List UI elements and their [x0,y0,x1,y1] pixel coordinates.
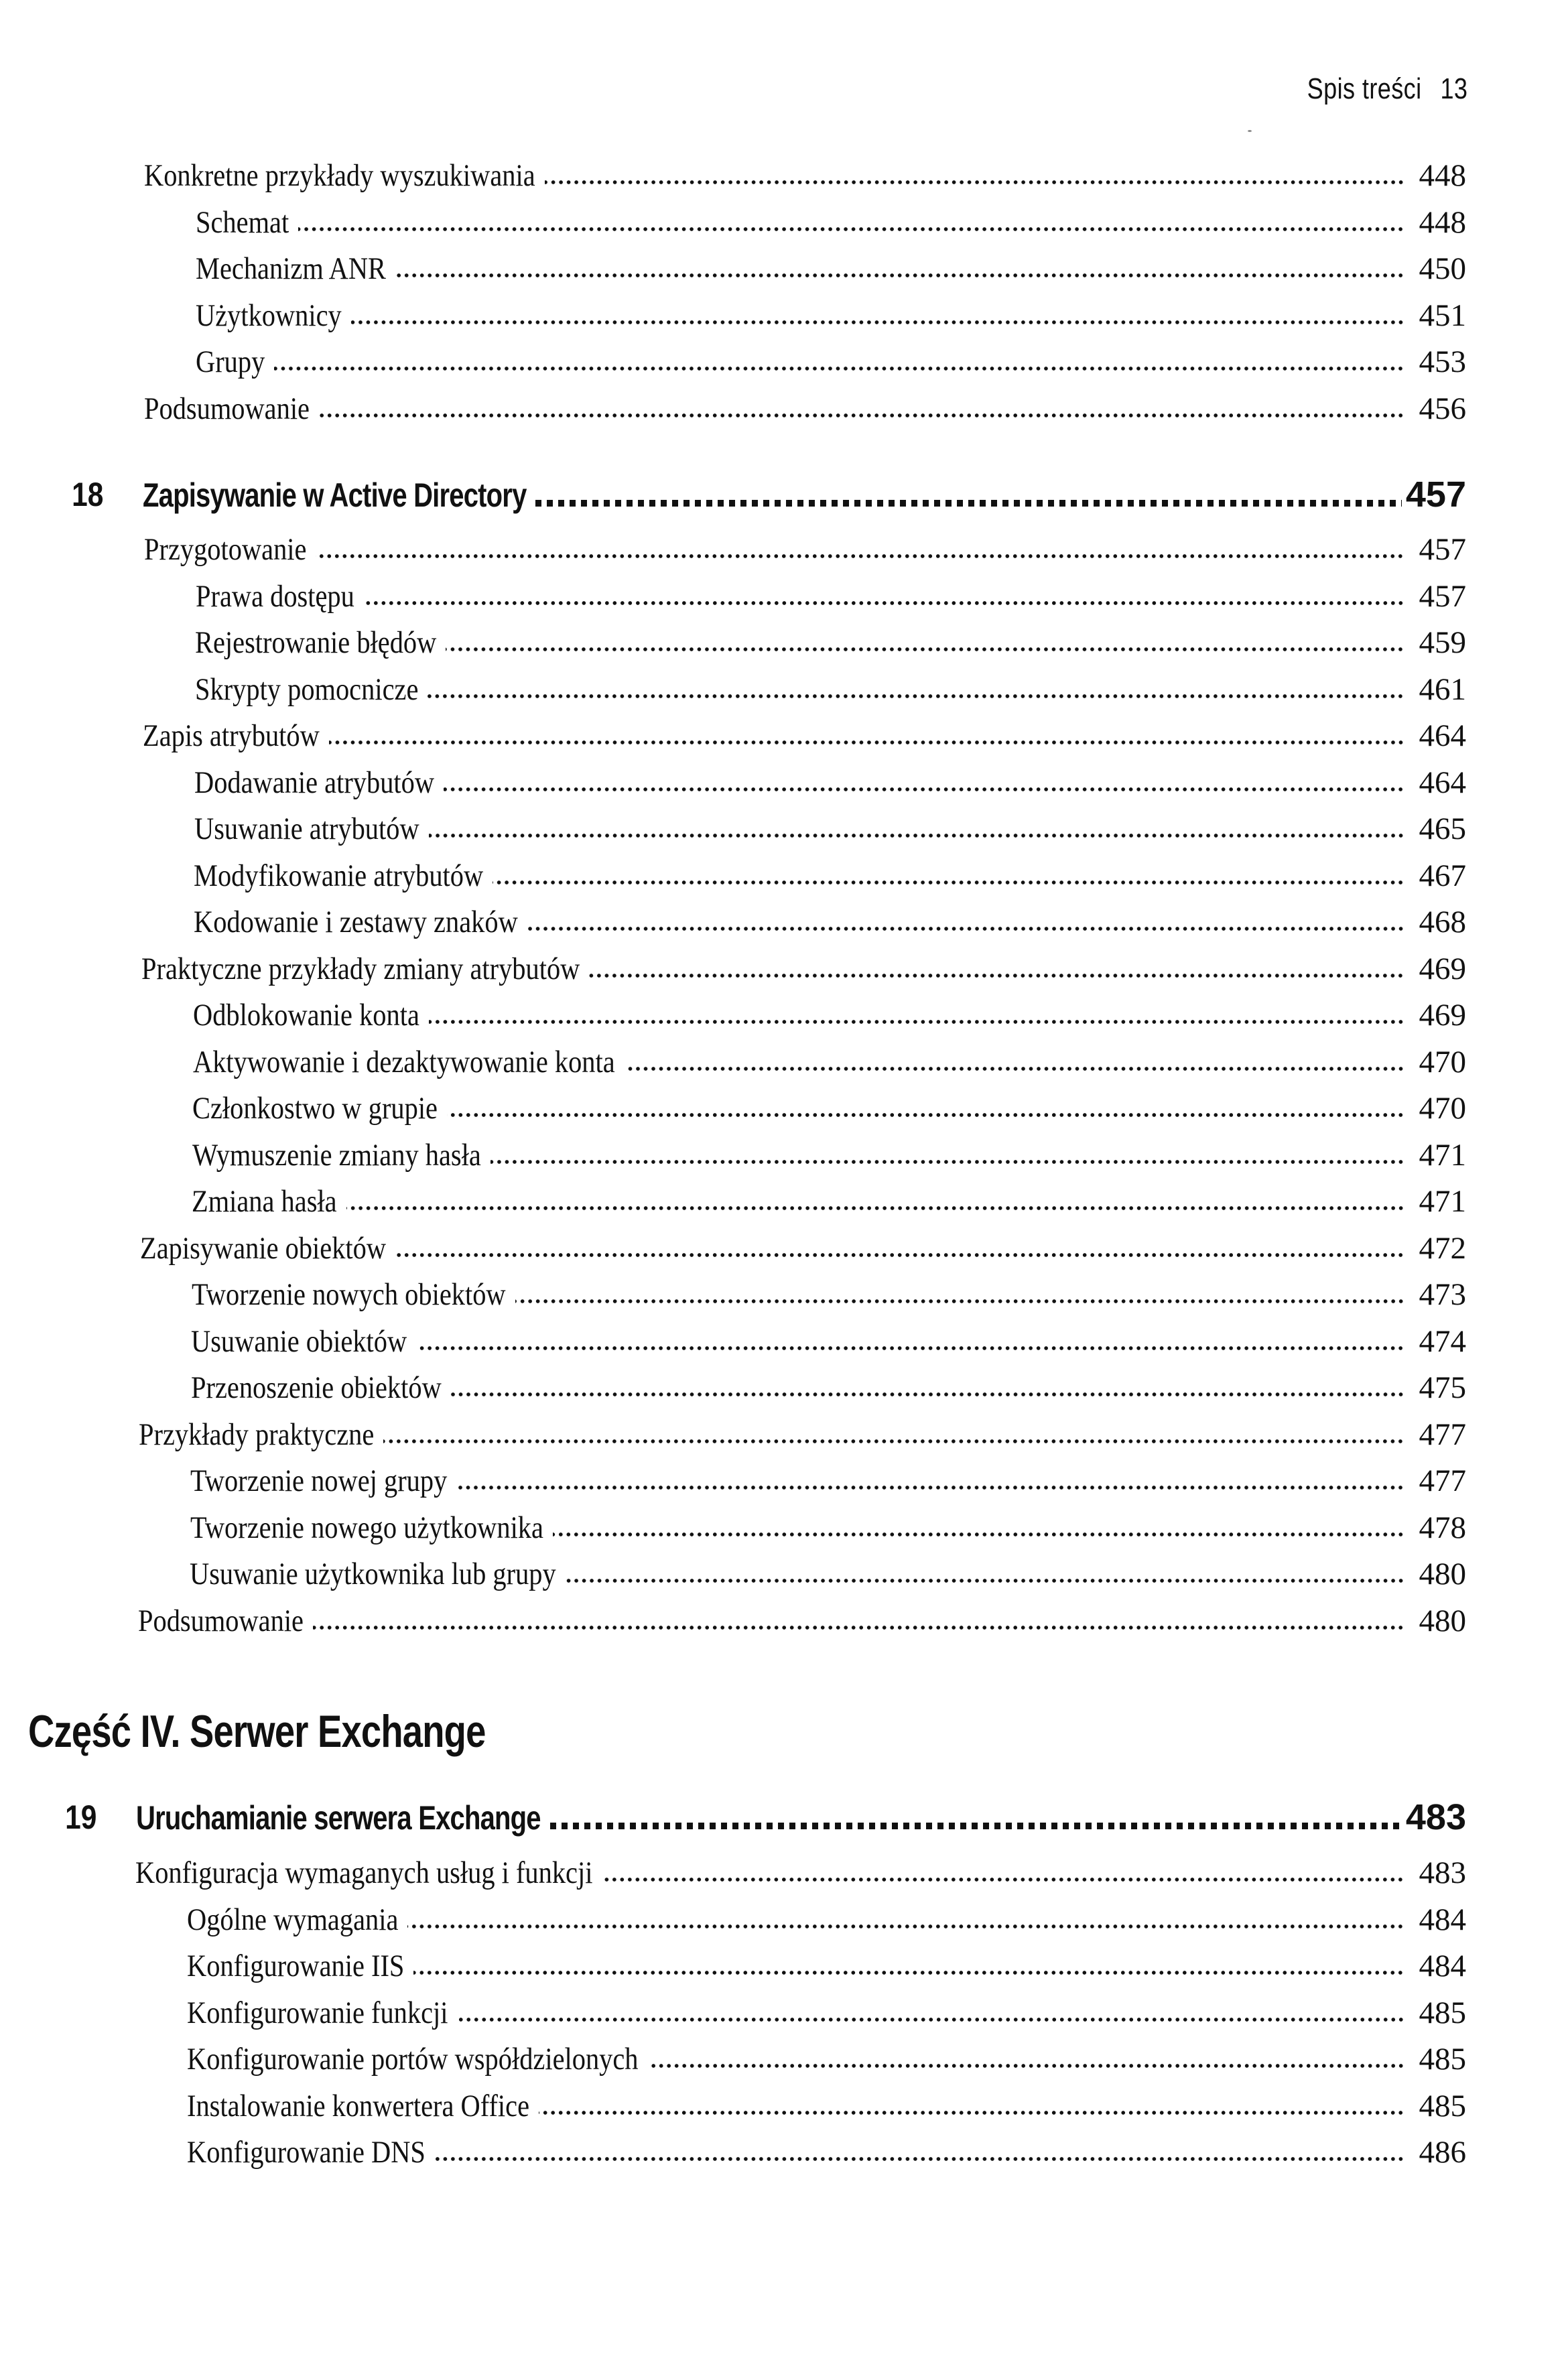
toc-entry-page: 483 [1419,1855,1466,1890]
toc-entry-page: 464 [1419,718,1466,753]
toc-entry-title: Konfiguracja wymaganych usług i funkcji [135,1855,593,1890]
toc-entry-title: Grupy [196,344,265,379]
dot-leader [545,179,1404,186]
toc-entry-title: Tworzenie nowego użytkownika [190,1510,543,1545]
dot-leader [566,1577,1404,1584]
toc-entry-page: 486 [1419,2135,1466,2170]
toc-entry-page: 477 [1419,1463,1466,1498]
dot-leader [274,365,1404,372]
dot-leader [407,1923,1404,1930]
toc-entry-title: Podsumowanie [138,1603,304,1638]
dot-leader [346,1205,1404,1211]
toc-entry-section[interactable] [140,1228,1466,1268]
toc-entry-page: 480 [1419,1603,1466,1638]
dot-leader [539,2109,1404,2116]
chapter-number: 18 [72,476,104,513]
toc-entry-subsection[interactable] [190,1554,1466,1594]
toc-entry-title: Konfigurowanie IIS [187,1949,405,1983]
toc-entry-page: 473 [1419,1277,1466,1312]
toc-entry-page: 485 [1419,2042,1466,2077]
dot-leader [446,646,1404,653]
toc-entry-subsection[interactable] [192,1088,1466,1128]
toc-entry-section[interactable] [143,716,1466,756]
toc-entry-subsection[interactable] [192,1274,1466,1315]
toc-entry-page: 451 [1419,298,1466,333]
dot-leader [428,693,1404,700]
toc-entry-page: 456 [1419,391,1466,426]
chapter-title: Uruchamianie serwera Exchange [136,1799,541,1837]
toc-entry-page: 464 [1419,765,1466,800]
toc-entry-section[interactable] [144,155,1466,196]
toc-entry-page: 484 [1419,1902,1466,1937]
part-heading: Część IV. Serwer Exchange [28,1706,486,1757]
toc-entry-page: 465 [1419,811,1466,846]
toc-entry-title: Zmiana hasła [192,1184,337,1219]
toc-entry-section[interactable] [135,1853,1466,1893]
toc-entry-subsection[interactable] [196,576,1466,616]
toc-entry-subsection[interactable] [187,2086,1466,2126]
chapter-number: 19 [65,1798,97,1836]
toc-entry-page: 470 [1419,1044,1466,1079]
dot-leader [451,1391,1404,1398]
toc-entry-page: 470 [1419,1091,1466,1126]
dot-leader [435,2156,1404,2162]
chapter-page: 483 [1405,1797,1466,1837]
toc-entry-title: Tworzenie nowych obiektów [192,1277,506,1312]
header-page-number: 13 [1440,72,1467,105]
toc-entry-page: 471 [1419,1137,1466,1173]
toc-entry-section[interactable] [144,389,1466,429]
toc-entry-title: Przykłady praktyczne [139,1417,375,1452]
toc-entry-title: Rejestrowanie błędów [195,625,437,660]
toc-entry-subsection[interactable] [195,669,1466,710]
toc-entry-page: 474 [1419,1323,1466,1359]
dot-leader [625,1065,1404,1072]
dot-leader [553,1531,1404,1538]
dot-leader [429,1019,1404,1025]
toc-entry-page: 472 [1419,1230,1466,1266]
toc-entry-title: Usuwanie obiektów [191,1323,407,1359]
toc-entry-subsection[interactable] [192,1181,1466,1222]
toc-entry-title: Użytkownicy [196,298,342,333]
toc-entry-subsection[interactable] [193,995,1466,1035]
toc-entry-subsection[interactable] [196,202,1466,243]
dot-leader [383,1438,1404,1445]
header-section-title: Spis treści [1307,72,1422,105]
toc-entry-page: 448 [1419,158,1466,193]
dot-leader [589,972,1404,979]
toc-entry-page: 469 [1419,998,1466,1033]
toc-entry-title: Konfigurowanie DNS [187,2135,426,2170]
toc-entry-page: 478 [1419,1510,1466,1545]
toc-entry-subsection[interactable] [194,763,1466,803]
toc-entry-section[interactable] [141,949,1466,989]
dot-leader [316,553,1404,560]
toc-entry-page: 461 [1419,671,1466,707]
toc-entry-title: Praktyczne przykłady zmiany atrybutów [141,951,580,986]
toc-entry-title: Kodowanie i zestawy znaków [194,905,518,939]
toc-entry-title: Dodawanie atrybutów [194,765,435,800]
toc-entry-page: 448 [1419,204,1466,240]
dot-leader [395,1252,1404,1258]
toc-entry-title: Usuwanie atrybutów [194,811,419,846]
toc-entry-subsection[interactable] [196,296,1466,336]
toc-entry-title: Zapisywanie obiektów [140,1230,387,1266]
dot-leader [329,739,1404,746]
toc-entry-page: 485 [1419,1995,1466,2030]
toc-entry-title: Konfigurowanie funkcji [187,1995,448,2030]
toc-entry-subsection[interactable] [187,1946,1466,1986]
toc-entry-section[interactable] [144,529,1466,570]
toc-entry-title: Odblokowanie konta [193,998,419,1033]
running-header [1307,72,1467,106]
toc-entry-title: Przenoszenie obiektów [191,1370,442,1405]
toc-entry-title: Konfigurowanie portów współdzielonych [187,2042,639,2077]
toc-entry-subsection[interactable] [194,809,1466,849]
toc-entry-subsection[interactable] [190,1508,1466,1548]
dot-leader [491,1159,1404,1165]
dot-leader [351,319,1404,326]
dot-leader [456,1484,1404,1491]
toc-entry-subsection[interactable] [187,2132,1466,2172]
toc-entry-title: Konkretne przykłady wyszukiwania [144,158,535,193]
toc-entry-subsection[interactable] [193,1042,1466,1082]
toc-entry-page: 457 [1419,532,1466,567]
dot-leader [429,832,1404,839]
dot-leader [364,600,1404,606]
toc-entry-title: Zapis atrybutów [143,718,320,753]
dot-leader [648,2062,1404,2069]
toc-entry-subsection[interactable] [195,622,1466,663]
toc-entry-title: Skrypty pomocnicze [195,671,419,707]
toc-entry-subsection[interactable] [187,2039,1466,2079]
toc-entry-title: Aktywowanie i dezaktywowanie konta [193,1044,615,1079]
toc-entry-subsection[interactable] [196,342,1466,382]
dot-leader [313,1624,1404,1631]
toc-entry-subsection[interactable] [194,902,1466,942]
toc-entry-page: 477 [1419,1417,1466,1452]
toc-entry-subsection[interactable] [192,1135,1466,1175]
dot-leader [493,879,1404,886]
dot-leader [319,412,1404,419]
dot-leader [444,786,1404,793]
toc-entry-title: Mechanizm ANR [196,251,387,286]
dot-leader [395,272,1404,279]
toc-entry-page: 480 [1419,1557,1466,1591]
toc-entry-page: 475 [1419,1370,1466,1405]
toc-entry-page: 459 [1419,625,1466,660]
toc-entry-title: Prawa dostępu [196,578,354,614]
chapter-title: Zapisywanie w Active Directory [143,476,527,514]
chapter-page: 457 [1405,474,1466,515]
dot-leader [527,925,1404,932]
dot-leader [447,1112,1404,1118]
toc-entry-page: 469 [1419,951,1466,986]
toc-entry-section[interactable] [139,1415,1466,1455]
toc-entry-title: Podsumowanie [144,391,310,426]
toc-entry-subsection[interactable] [187,1900,1466,1940]
toc-chapter[interactable] [65,1797,1466,1838]
dot-leader [458,2016,1405,2023]
dot-leader [535,500,1401,507]
toc-entry-title: Tworzenie nowej grupy [190,1463,448,1498]
toc-entry-page: 457 [1419,578,1466,614]
dot-leader [550,1823,1402,1829]
toc-entry-title: Członkostwo w grupie [192,1091,438,1126]
toc-entry-title: Usuwanie użytkownika lub grupy [190,1557,556,1591]
dot-leader [298,226,1404,233]
dot-leader [515,1298,1404,1305]
toc-entry-title: Przygotowanie [144,532,307,567]
toc-entry-page: 468 [1419,905,1466,939]
scan-speck [1248,130,1252,132]
toc-entry-page: 471 [1419,1184,1466,1219]
toc-entry-subsection[interactable] [191,1321,1466,1362]
toc-entry-page: 453 [1419,344,1466,379]
toc-entry-page: 450 [1419,251,1466,286]
toc-entry-title: Instalowanie konwertera Office [187,2088,530,2123]
toc-entry-title: Modyfikowanie atrybutów [194,858,484,893]
toc-entry-page: 467 [1419,858,1466,893]
toc-entry-subsection[interactable] [187,1993,1466,2033]
toc-entry-section[interactable] [138,1601,1466,1641]
dot-leader [416,1345,1404,1352]
dot-leader [413,1969,1404,1976]
toc-entry-subsection[interactable] [191,1368,1466,1408]
toc-entry-subsection[interactable] [190,1461,1466,1501]
toc-entry-title: Ogólne wymagania [187,1902,399,1937]
dot-leader [602,1876,1404,1883]
toc-entry-subsection[interactable] [196,249,1466,289]
toc-entry-page: 484 [1419,1949,1466,1983]
toc-entry-page: 485 [1419,2088,1466,2123]
toc-entry-subsection[interactable] [194,856,1466,896]
toc-entry-title: Schemat [196,204,289,240]
toc-entry-title: Wymuszenie zmiany hasła [192,1137,481,1173]
toc-chapter[interactable] [72,474,1466,515]
